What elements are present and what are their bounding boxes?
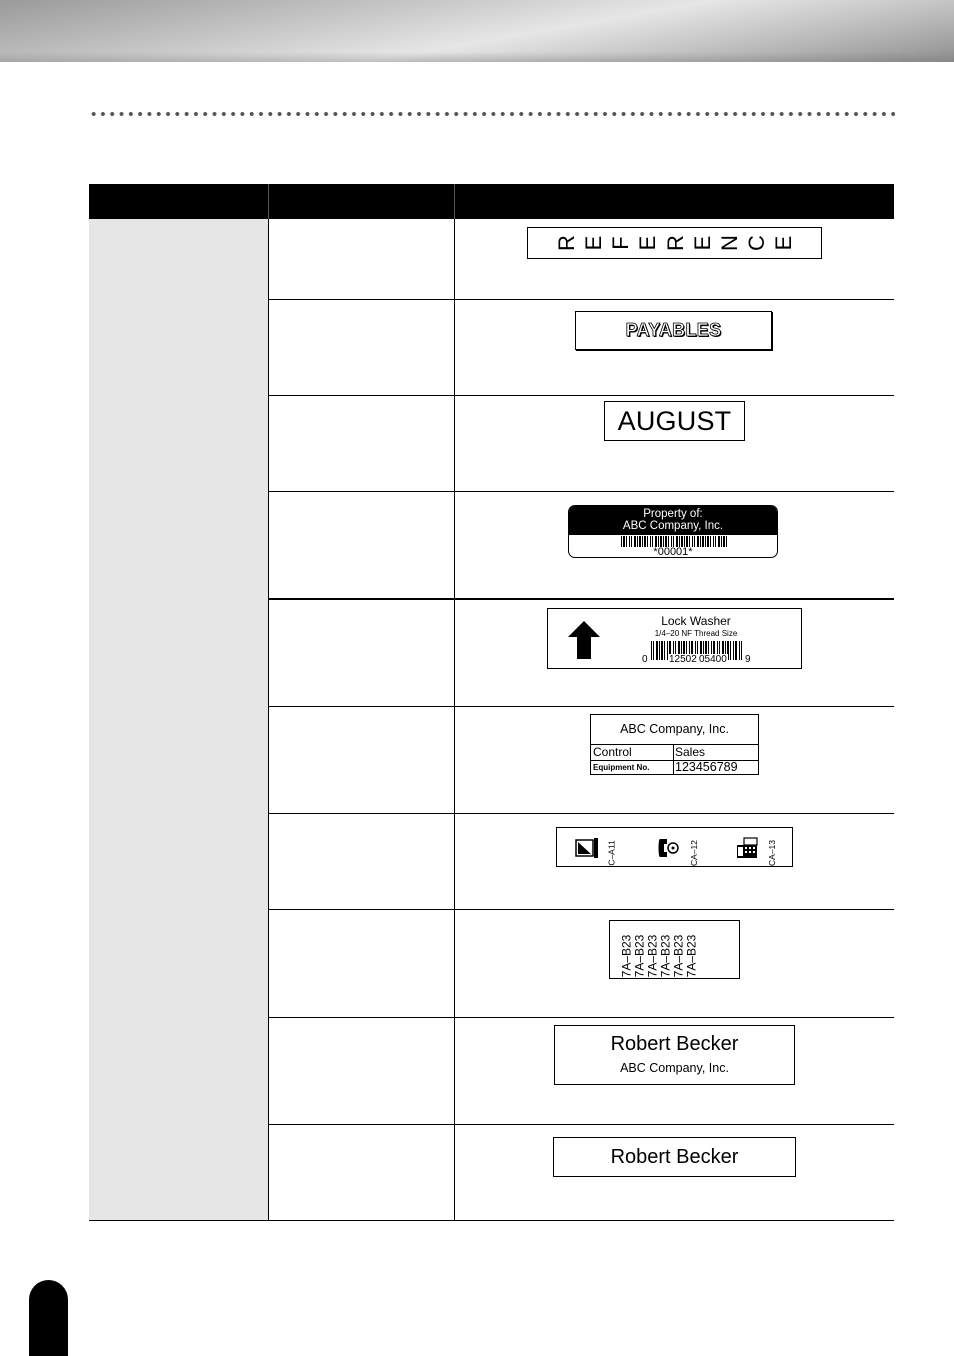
barcode-digits: 12502 xyxy=(669,654,697,665)
vertical-letter: R xyxy=(662,235,688,251)
property-serial: *00001* xyxy=(653,546,693,558)
row-divider xyxy=(268,299,894,300)
equipment-cell: Sales xyxy=(675,745,706,759)
label-equipment-table xyxy=(590,714,759,775)
row-divider xyxy=(268,706,894,707)
equipment-divider xyxy=(673,744,674,775)
label-name-only xyxy=(553,1137,796,1177)
lock-title: Lock Washer xyxy=(661,614,731,628)
repeated-code: 7A–B23 xyxy=(645,934,660,978)
equipment-cell: Equipment No. xyxy=(593,763,650,772)
row-divider xyxy=(268,598,894,600)
arrow-up-icon xyxy=(568,621,600,659)
vertical-letter: E xyxy=(689,235,715,251)
row-divider xyxy=(268,491,894,492)
repeated-code: 7A–B23 xyxy=(658,934,673,978)
label-payables xyxy=(575,311,772,350)
label-reference-vertical xyxy=(527,227,822,259)
repeated-code: 7A–B23 xyxy=(632,934,647,978)
equipment-cell: Control xyxy=(593,745,632,759)
row-divider xyxy=(268,909,894,910)
label-lock-washer xyxy=(547,608,802,669)
page-header-band xyxy=(0,0,954,62)
label-august xyxy=(604,401,745,441)
category-column xyxy=(89,219,268,1220)
row-divider xyxy=(268,1124,894,1125)
telephone-icon xyxy=(657,837,681,859)
vertical-letter: C xyxy=(743,235,769,251)
barcode-digit: 0 xyxy=(642,654,648,665)
table-bottom-border xyxy=(89,1220,894,1221)
equipment-title: ABC Company, Inc. xyxy=(591,715,758,745)
header-divider xyxy=(454,184,455,219)
repeated-code: 7A–B23 xyxy=(684,934,699,978)
port-code: CA–12 xyxy=(689,840,699,866)
person-name: Robert Becker xyxy=(610,1033,739,1055)
label-telecom-ports xyxy=(556,827,793,867)
property-header xyxy=(569,506,777,535)
payables-text: PAYABLES xyxy=(625,320,722,340)
page-number-tab xyxy=(29,1280,68,1356)
label-repeated-vertical xyxy=(609,920,740,979)
port-code: C–A11 xyxy=(606,840,617,866)
label-asset-property xyxy=(568,505,778,558)
vertical-letter: E xyxy=(635,235,661,251)
monitor-icon xyxy=(575,837,599,859)
barcode-digits: 05400 xyxy=(699,654,727,665)
vertical-letter: E xyxy=(581,235,607,251)
property-line2: ABC Company, Inc. xyxy=(622,520,724,532)
equipment-row xyxy=(591,760,758,775)
fax-icon xyxy=(735,837,759,859)
header-divider xyxy=(268,184,269,219)
vertical-letter: F xyxy=(608,236,634,250)
column-divider xyxy=(454,219,455,1220)
vertical-letter: E xyxy=(771,235,796,251)
person-name: Robert Becker xyxy=(610,1145,739,1168)
row-divider xyxy=(268,395,894,396)
equipment-row xyxy=(591,745,758,761)
table-header xyxy=(89,184,894,219)
lock-subtitle: 1/4–20 NF Thread Size xyxy=(654,629,738,638)
label-name-company xyxy=(554,1025,795,1085)
repeated-code: 7A–B23 xyxy=(619,934,634,978)
vertical-letter: R xyxy=(554,235,579,251)
company-name: ABC Company, Inc. xyxy=(620,1061,729,1075)
property-line1: Property of: xyxy=(643,508,703,520)
equipment-cell: 123456789 xyxy=(675,760,738,774)
dotted-rule xyxy=(89,111,895,117)
vertical-letter: N xyxy=(716,235,742,251)
august-text: AUGUST xyxy=(617,405,732,436)
row-divider xyxy=(268,813,894,814)
repeated-code: 7A–B23 xyxy=(671,934,686,978)
row-divider xyxy=(268,1017,894,1018)
column-divider xyxy=(268,219,269,1220)
port-code: CA–13 xyxy=(767,840,777,866)
barcode-digit: 9 xyxy=(745,654,751,665)
